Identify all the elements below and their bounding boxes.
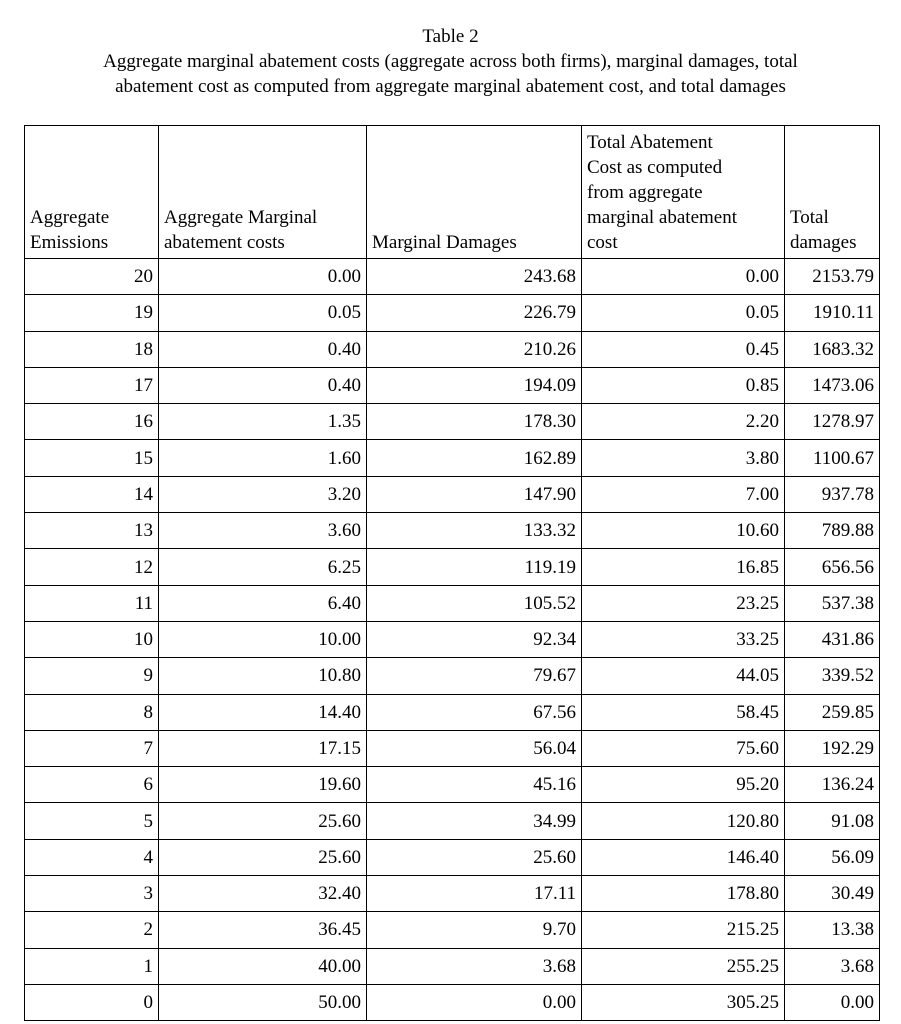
- cell-total-damages: 1100.67: [785, 440, 880, 476]
- cell-emissions: 4: [25, 839, 159, 875]
- cell-total-damages: 1683.32: [785, 331, 880, 367]
- cell-marginal-damages: 178.30: [367, 404, 582, 440]
- cell-marginal-damages: 17.11: [367, 876, 582, 912]
- cell-emissions: 16: [25, 404, 159, 440]
- header-row: [25, 126, 880, 259]
- cell-total-damages: 91.08: [785, 803, 880, 839]
- cell-marginal-abatement-cost: 36.45: [159, 912, 367, 948]
- cell-marginal-abatement-cost: 40.00: [159, 948, 367, 984]
- header-total-abatement-cost: Total Abatement Cost as computed from aggregate marginal abatement cost: [582, 126, 785, 259]
- cell-total-abatement-cost: 120.80: [582, 803, 785, 839]
- cell-total-abatement-cost: 33.25: [582, 621, 785, 657]
- cell-emissions: 2: [25, 912, 159, 948]
- cell-total-damages: 339.52: [785, 658, 880, 694]
- cell-marginal-damages: 210.26: [367, 331, 582, 367]
- table-row: [25, 440, 880, 476]
- cell-marginal-abatement-cost: 1.35: [159, 404, 367, 440]
- cell-total-damages: 937.78: [785, 476, 880, 512]
- cell-marginal-abatement-cost: 50.00: [159, 984, 367, 1020]
- cell-total-damages: 789.88: [785, 513, 880, 549]
- cell-marginal-abatement-cost: 1.60: [159, 440, 367, 476]
- cell-total-damages: 259.85: [785, 694, 880, 730]
- cell-total-abatement-cost: 215.25: [582, 912, 785, 948]
- cell-total-abatement-cost: 16.85: [582, 549, 785, 585]
- cell-emissions: 17: [25, 367, 159, 403]
- cell-total-damages: 1910.11: [785, 295, 880, 331]
- cell-marginal-damages: 25.60: [367, 839, 582, 875]
- cell-marginal-damages: 119.19: [367, 549, 582, 585]
- cell-total-abatement-cost: 10.60: [582, 513, 785, 549]
- cell-total-abatement-cost: 95.20: [582, 767, 785, 803]
- cell-total-abatement-cost: 0.05: [582, 295, 785, 331]
- cell-emissions: 6: [25, 767, 159, 803]
- caption-line-1: Aggregate marginal abatement costs (aggregate across both firms), marginal damages, total: [103, 51, 798, 72]
- cell-emissions: 9: [25, 658, 159, 694]
- cell-marginal-damages: 92.34: [367, 621, 582, 657]
- cell-marginal-damages: 133.32: [367, 513, 582, 549]
- header-aggregate-marginal-abatement-costs: Aggregate Marginal abatement costs: [159, 126, 367, 259]
- header-total-damages: Total damages: [785, 126, 880, 259]
- cell-marginal-damages: 105.52: [367, 585, 582, 621]
- table-row: [25, 876, 880, 912]
- cell-marginal-abatement-cost: 0.00: [159, 259, 367, 295]
- cell-emissions: 19: [25, 295, 159, 331]
- table-row: [25, 694, 880, 730]
- cell-emissions: 7: [25, 730, 159, 766]
- cell-marginal-damages: 0.00: [367, 984, 582, 1020]
- cell-marginal-damages: 45.16: [367, 767, 582, 803]
- cell-total-abatement-cost: 305.25: [582, 984, 785, 1020]
- table-row: [25, 295, 880, 331]
- cell-marginal-damages: 67.56: [367, 694, 582, 730]
- table-row: [25, 839, 880, 875]
- cell-total-abatement-cost: 2.20: [582, 404, 785, 440]
- cell-marginal-damages: 34.99: [367, 803, 582, 839]
- cell-emissions: 14: [25, 476, 159, 512]
- table-row: [25, 331, 880, 367]
- cell-marginal-damages: 194.09: [367, 367, 582, 403]
- cell-total-damages: 431.86: [785, 621, 880, 657]
- cell-marginal-abatement-cost: 3.20: [159, 476, 367, 512]
- table-row: [25, 621, 880, 657]
- cell-marginal-damages: 147.90: [367, 476, 582, 512]
- table-row: [25, 912, 880, 948]
- caption-line-2: abatement cost as computed from aggregate marginal abatement cost, and total damages: [115, 76, 786, 97]
- cell-emissions: 13: [25, 513, 159, 549]
- cell-emissions: 5: [25, 803, 159, 839]
- cell-total-damages: 192.29: [785, 730, 880, 766]
- cell-emissions: 1: [25, 948, 159, 984]
- cell-marginal-abatement-cost: 0.40: [159, 331, 367, 367]
- cell-marginal-damages: 79.67: [367, 658, 582, 694]
- cell-marginal-abatement-cost: 6.25: [159, 549, 367, 585]
- table-row: [25, 513, 880, 549]
- cell-marginal-abatement-cost: 0.40: [159, 367, 367, 403]
- cell-marginal-abatement-cost: 0.05: [159, 295, 367, 331]
- cell-marginal-damages: 243.68: [367, 259, 582, 295]
- cell-total-abatement-cost: 0.00: [582, 259, 785, 295]
- cell-total-abatement-cost: 7.00: [582, 476, 785, 512]
- cell-marginal-abatement-cost: 3.60: [159, 513, 367, 549]
- cell-total-damages: 1278.97: [785, 404, 880, 440]
- cell-emissions: 12: [25, 549, 159, 585]
- cell-total-damages: 537.38: [785, 585, 880, 621]
- cell-marginal-abatement-cost: 25.60: [159, 803, 367, 839]
- cell-emissions: 3: [25, 876, 159, 912]
- cell-total-abatement-cost: 178.80: [582, 876, 785, 912]
- table-title: Table 2: [422, 26, 479, 47]
- cell-total-damages: 13.38: [785, 912, 880, 948]
- cell-total-abatement-cost: 58.45: [582, 694, 785, 730]
- cell-total-abatement-cost: 44.05: [582, 658, 785, 694]
- table-row: [25, 404, 880, 440]
- table-body: [25, 259, 880, 1021]
- cell-marginal-abatement-cost: 14.40: [159, 694, 367, 730]
- table-row: [25, 767, 880, 803]
- cell-emissions: 18: [25, 331, 159, 367]
- cell-marginal-abatement-cost: 6.40: [159, 585, 367, 621]
- cell-emissions: 15: [25, 440, 159, 476]
- header-aggregate-emissions: Aggregate Emissions: [25, 126, 159, 259]
- table-row: [25, 948, 880, 984]
- cell-marginal-abatement-cost: 17.15: [159, 730, 367, 766]
- cell-marginal-damages: 3.68: [367, 948, 582, 984]
- cell-total-damages: 56.09: [785, 839, 880, 875]
- table-row: [25, 259, 880, 295]
- table-row: [25, 585, 880, 621]
- cell-marginal-damages: 56.04: [367, 730, 582, 766]
- cell-marginal-abatement-cost: 25.60: [159, 839, 367, 875]
- cell-emissions: 11: [25, 585, 159, 621]
- cell-emissions: 0: [25, 984, 159, 1020]
- cell-total-abatement-cost: 146.40: [582, 839, 785, 875]
- cell-total-damages: 136.24: [785, 767, 880, 803]
- table-row: [25, 476, 880, 512]
- header-marginal-damages: Marginal Damages: [367, 126, 582, 259]
- cell-marginal-damages: 162.89: [367, 440, 582, 476]
- cell-total-damages: 2153.79: [785, 259, 880, 295]
- cell-total-abatement-cost: 75.60: [582, 730, 785, 766]
- table-row: [25, 984, 880, 1020]
- table-row: [25, 367, 880, 403]
- cell-total-abatement-cost: 0.85: [582, 367, 785, 403]
- cell-emissions: 10: [25, 621, 159, 657]
- table-row: [25, 803, 880, 839]
- cell-total-damages: 3.68: [785, 948, 880, 984]
- table-row: [25, 730, 880, 766]
- cell-emissions: 20: [25, 259, 159, 295]
- cell-marginal-abatement-cost: 10.00: [159, 621, 367, 657]
- cell-marginal-damages: 226.79: [367, 295, 582, 331]
- cell-total-abatement-cost: 255.25: [582, 948, 785, 984]
- cell-marginal-damages: 9.70: [367, 912, 582, 948]
- table-caption: [0, 24, 901, 99]
- cell-total-abatement-cost: 0.45: [582, 331, 785, 367]
- data-table: [24, 125, 880, 1021]
- cell-marginal-abatement-cost: 10.80: [159, 658, 367, 694]
- cell-emissions: 8: [25, 694, 159, 730]
- cell-total-damages: 0.00: [785, 984, 880, 1020]
- cell-marginal-abatement-cost: 32.40: [159, 876, 367, 912]
- cell-marginal-abatement-cost: 19.60: [159, 767, 367, 803]
- cell-total-damages: 656.56: [785, 549, 880, 585]
- cell-total-abatement-cost: 23.25: [582, 585, 785, 621]
- table-row: [25, 658, 880, 694]
- cell-total-damages: 30.49: [785, 876, 880, 912]
- cell-total-damages: 1473.06: [785, 367, 880, 403]
- table-row: [25, 549, 880, 585]
- cell-total-abatement-cost: 3.80: [582, 440, 785, 476]
